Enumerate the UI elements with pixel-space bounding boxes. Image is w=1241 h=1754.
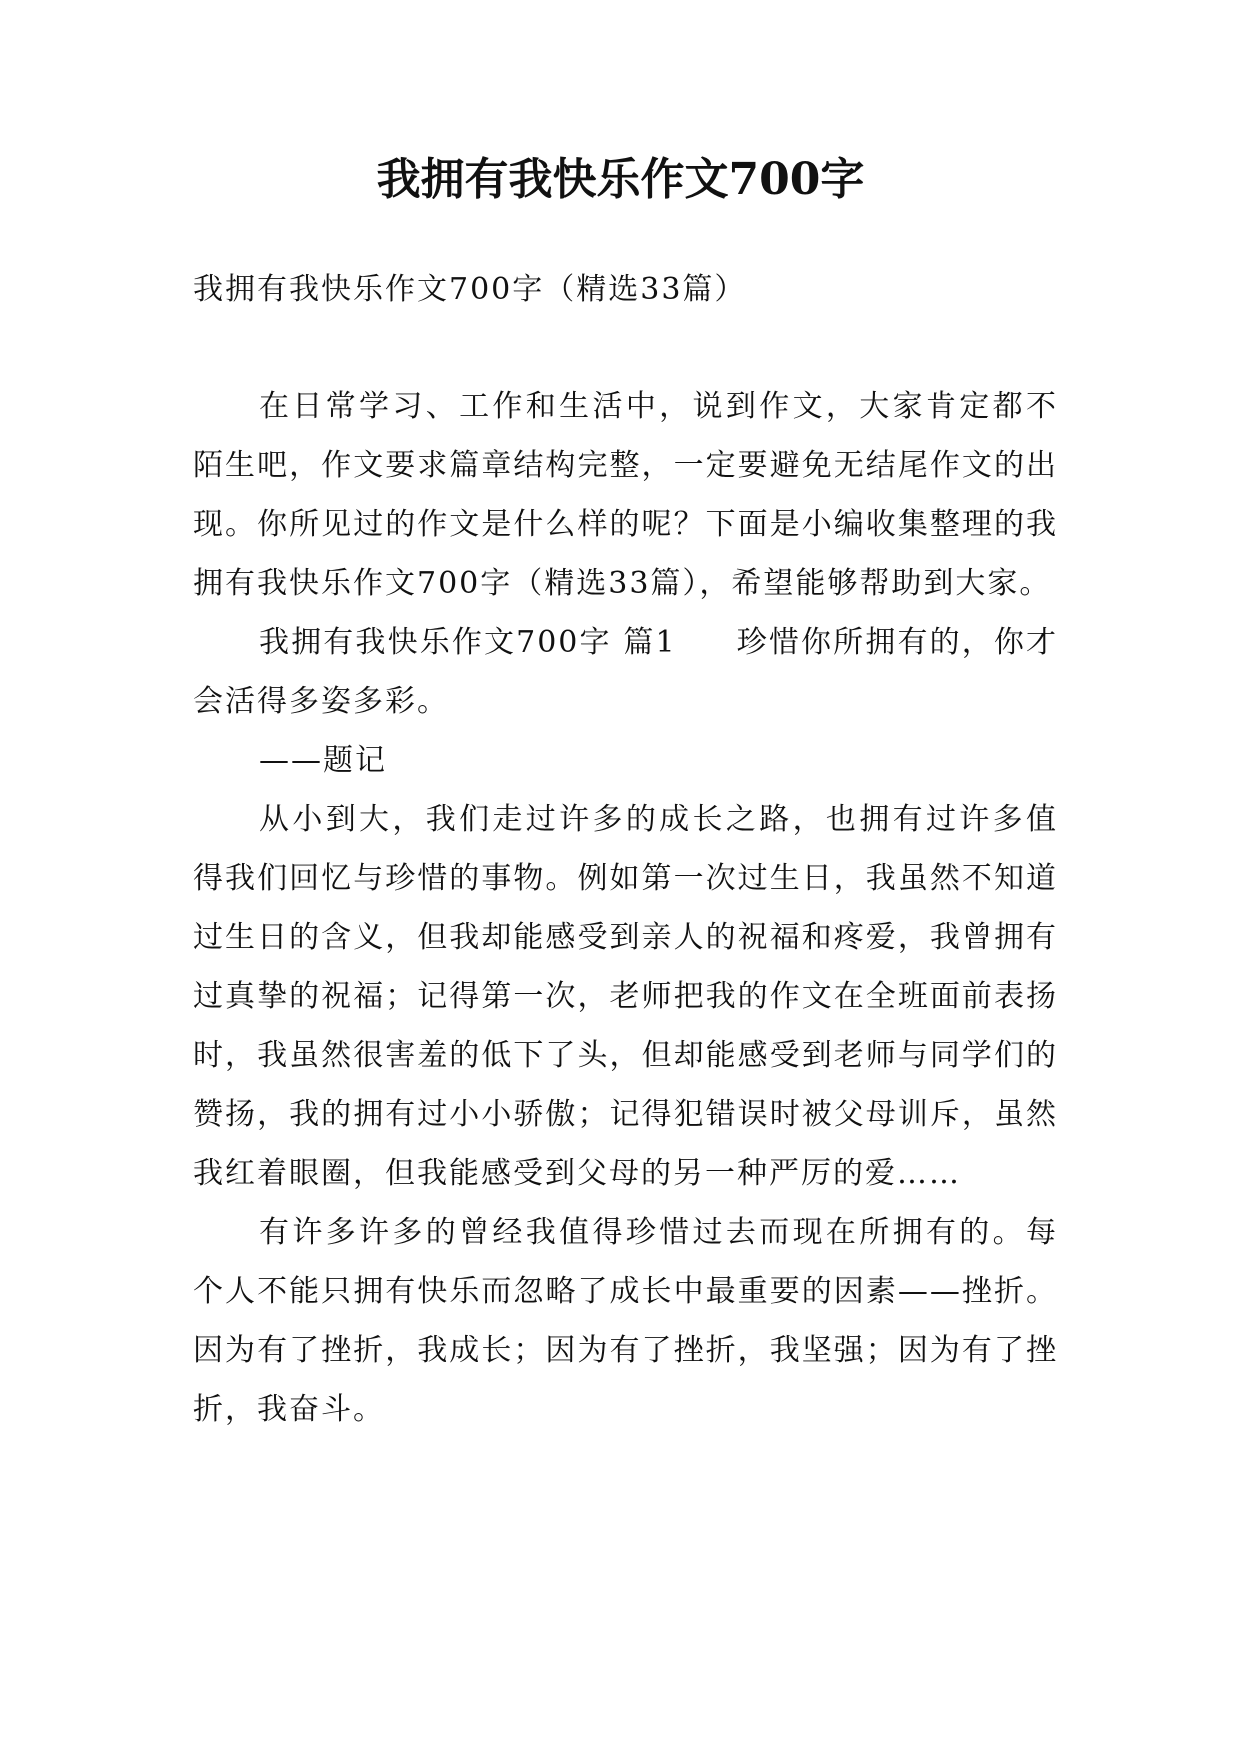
section-heading-line [193,613,1058,731]
intro-paragraph: 在日常学习、工作和生活中，说到作文，大家肯定都不陌生吧，作文要求篇章结构完整，一定要避免无结尾作文的出现。你所见过的作文是什么样的呢？下面是小编收集整理的我拥有我快乐作文700字（精选33篇），希望能够帮助到大家。 [193,389,1058,601]
body-paragraph-2: 有许多许多的曾经我值得珍惜过去而现在所拥有的。每个人不能只拥有快乐而忽略了成长中最重要的因素——挫折。因为有了挫折，我成长；因为有了挫折，我坚强；因为有了挫折，我奋斗。 [193,1215,1058,1427]
epigraph-note: ——题记 [259,743,387,778]
section-heading: 我拥有我快乐作文700字 篇1 [259,625,677,660]
document-body [193,260,1058,1439]
document-subtitle: 我拥有我快乐作文700字（精选33篇） [193,272,747,307]
body-paragraph-1: 从小到大，我们走过许多的成长之路，也拥有过许多值得我们回忆与珍惜的事物。例如第一次过生日，我虽然不知道过生日的含义，但我却能感受到亲人的祝福和疼爱，我曾拥有过真挚的祝福；记得第一次，老师把我的作文在全班面前表扬时，我虽然很害羞的低下了头，但却能感受到老师与同学们的赞扬，我的拥有过小小骄傲；记得犯错误时被父母训斥，虽然我红着眼圈，但我能感受到父母的另一种严厉的爱…… [193,802,1058,1191]
section-epigraph: 珍惜你所拥有的，你才会活得多姿多彩。 [193,625,1059,719]
document-title: 我拥有我快乐作文700字 [376,154,865,205]
